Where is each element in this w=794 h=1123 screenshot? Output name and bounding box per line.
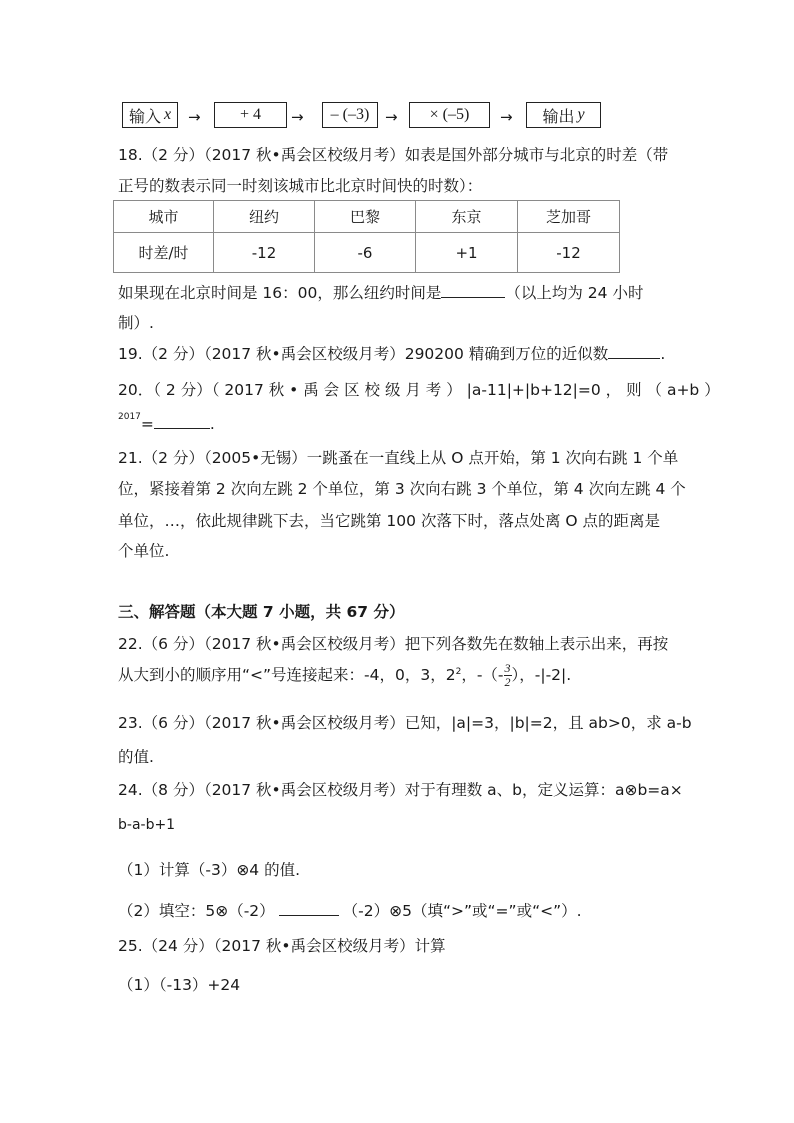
q18-line3-b: （以上均为 24 小时 [505, 284, 644, 302]
flow-step1-box [214, 102, 287, 128]
flow-input-label: 输入 [128, 108, 161, 126]
table-row-label: 时差/时 [114, 233, 214, 273]
q18-line2: 正号的数表示同一时刻该城市比北京时间快的时数）： [118, 177, 483, 195]
table-header-cell: 芝加哥 [518, 201, 620, 233]
q23-line2: 的值. [118, 748, 154, 766]
flow-arrow-1: → [188, 108, 201, 126]
table-header-cell: 东京 [416, 201, 518, 233]
q22-line2 [118, 662, 571, 689]
q20-line2 [118, 412, 215, 433]
flow-output-label: 输出 [542, 108, 575, 126]
flow-step3: × (–5) [429, 106, 470, 123]
flow-step1: + 4 [239, 106, 262, 123]
table-cell: +1 [416, 233, 518, 273]
q24-line2: b-a-b+1 [118, 817, 176, 833]
q19-text: 19.（2 分）（2017 秋•禹会区校级月考）290200 精确到万位的近似数 [118, 345, 609, 363]
q24-line1: 24.（8 分）（2017 秋•禹会区校级月考）对于有理数 a、b，定义运算：a⊗b=a× [118, 781, 683, 799]
time-difference-table [113, 200, 620, 273]
table-row [114, 233, 620, 273]
table-header-row [114, 201, 620, 233]
q24-part1: （1）计算（-3）⊗4 的值. [118, 861, 301, 879]
fraction-denominator: 2 [504, 675, 511, 689]
q22-line2-b: ，-（- [461, 666, 504, 684]
q21-line4: 个单位. [118, 542, 170, 560]
flow-arrow-2: → [291, 108, 304, 126]
table-header-cell: 纽约 [214, 201, 315, 233]
table-cell: -6 [315, 233, 416, 273]
q18-line1: 18.（2 分）（2017 秋•禹会区校级月考）如表是国外部分城市与北京的时差（带 [118, 146, 669, 164]
q24-part2 [118, 899, 582, 921]
q22-line2-c: ），-|-2|. [511, 666, 572, 684]
q20-exponent: 2017 [118, 412, 141, 422]
q24-part2-b: （-2）⊗5（填“>”或“=”或“<”）. [342, 902, 582, 920]
q22-line2-a: 从大到小的顺序用“<”号连接起来：-4，0，3，2 [118, 666, 456, 684]
flow-arrow-3: → [385, 108, 398, 126]
q18-line3 [118, 281, 643, 303]
table-header-cell: 巴黎 [315, 201, 416, 233]
q19-end: . [660, 345, 666, 363]
flow-step3-box [409, 102, 490, 128]
answer-blank [441, 281, 505, 298]
flow-step2: – (–3) [330, 106, 370, 123]
q25-part1: （1）（-13）+24 [118, 976, 241, 994]
fraction [504, 662, 512, 689]
answer-blank [279, 899, 339, 916]
flow-arrow-4: → [500, 108, 513, 126]
fraction-numerator: 3 [504, 661, 511, 675]
q18-line3-a: 如果现在北京时间是 16：00，那么纽约时间是 [118, 284, 442, 302]
q20-equals: = [140, 415, 154, 433]
section-title: 三、解答题（本大题 7 小题，共 67 分） [118, 603, 405, 621]
q23-line1: 23.（6 分）（2017 秋•禹会区校级月考）已知，|a|=3，|b|=2，且 ab>0，求 a-b [118, 714, 692, 732]
flow-step2-box [322, 102, 378, 128]
q21-line3: 单位，…，依此规律跳下去，当它跳第 100 次落下时，落点处离 O 点的距离是 [118, 512, 660, 530]
q20-line1: 20．（ 2 分）（ 2017 秋 • 禹 会 区 校 级 月 考 ） |a-11|+|b+12|=0 ， 则 （ a+b ） [118, 381, 720, 399]
answer-blank [154, 412, 210, 429]
q21-line2: 位，紧接着第 2 次向左跳 2 个单位，第 3 次向右跳 3 个单位，第 4 次向左跳 4 个 [118, 480, 686, 498]
flow-input-var: x [163, 106, 172, 123]
table-header-cell: 城市 [114, 201, 214, 233]
table-cell: -12 [518, 233, 620, 273]
answer-blank [608, 342, 660, 359]
q21-line1: 21.（2 分）（2005•无锡）一跳蚤在一直线上从 O 点开始，第 1 次向右跳 1 个单 [118, 449, 679, 467]
flow-input-box [122, 102, 178, 128]
flow-output-var: y [577, 106, 585, 123]
flow-output-box [526, 102, 601, 128]
q20-end: . [209, 415, 215, 433]
q25-line1: 25.（24 分）（2017 秋•禹会区校级月考）计算 [118, 937, 446, 955]
q24-part2-a: （2）填空：5⊗（-2） [118, 902, 275, 920]
q22-superscript: 2 [455, 666, 462, 677]
q22-line1: 22.（6 分）（2017 秋•禹会区校级月考）把下列各数先在数轴上表示出来，再按 [118, 635, 669, 653]
q18-line4: 制）. [118, 314, 154, 332]
table-cell: -12 [214, 233, 315, 273]
q19-line [118, 342, 665, 364]
